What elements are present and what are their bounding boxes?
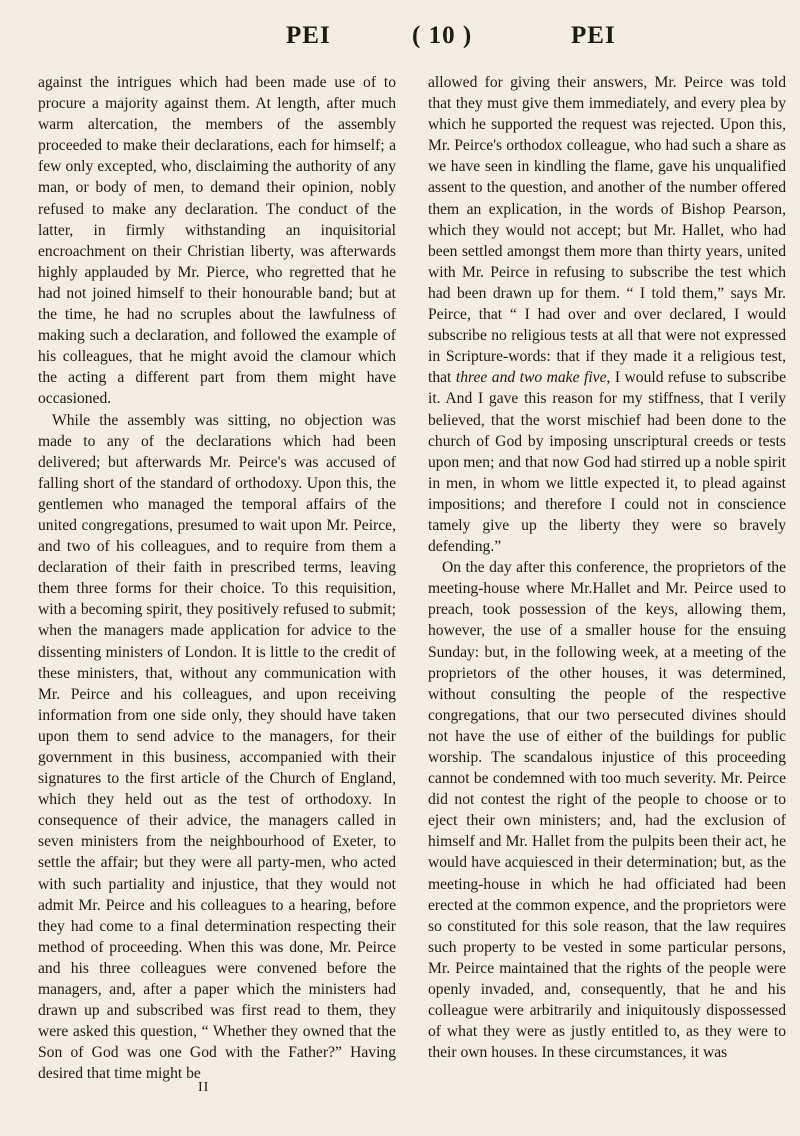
signature-mark: II xyxy=(198,1080,210,1095)
right-paragraph-1-end: , I would refuse to subscribe it. And I gave this reason for my stiffness, that I verily believed, that the worst mischief had been done to the church of God by imposing unscriptural creeds or tests upon men; and that now God had stirred up a noble spirit in men, in whom we little expected it, to plead against impositions; and therefore I could not in conscience tamely give up the liberty they were so bravely defending.” xyxy=(428,369,786,556)
header-right-word: PEI xyxy=(571,22,616,49)
right-paragraph-1-start: allowed for giving their answers, Mr. Peirce was told that they must give them immediately, and every plea by which he supported the request was rejected. Upon this, Mr. Peirce's orthodox colleague, who had such a share as we have seen in kindling the flame, gave his unqualified assent to the question, and another of the number offered them an explication, in the words of Bishop Pearson, which they would not accept; but Mr. Hallet, who had been settled amongst them more than thirty years, united with Mr. Peirce in refusing to subscribe the test which had been drawn up for them. “ I told them,” says Mr. Peirce, that “ I had over and over declared, I would subscribe no religious tests at all that were not expressed in Scripture-words: that if they made it a religious test, that xyxy=(428,74,786,387)
left-paragraph-1: against the intrigues which had been made use of to procure a majority against them. At length, after much warm altercation, the members of the assembly proceeded to make their declarations, each for himself; a few only excepted, who, disclaiming the authority of any man, or body of men, to demand their opinion, nobly refused to make any declaration. The conduct of the latter, in firmly withstanding an inquisitorial encroachment on their Christian liberty, was afterwards highly applauded by Mr. Pierce, who regretted that he had not joined himself to their honourable band; but at the time, he had no scruples about the lawfulness of making such a declaration, and followed the example of his colleagues, that he might avoid the clamour which the acting a different part from them might have occasioned. xyxy=(38,74,396,408)
page-number: ( 10 ) xyxy=(412,22,473,49)
text-columns xyxy=(38,72,786,1102)
right-paragraph-2: On the day after this conference, the proprietors of the meeting-house where Mr.Hallet and Mr. Peirce used to preach, took possession of the keys, allowing them, however, the use of a smaller house for the ensuing Sunday: but, in the following week, at a meeting of the proprietors of the other houses, it was determined, without consulting the people of the respective congregations, that our two persecuted divines should not have the use of either of the buildings for public worship. The scandalous injustice of this proceeding cannot be condemned with too much severity. Mr. Peirce did not contest the right of the people to choose or to eject their own ministers; and, had the exclusion of himself and Mr. Hallet from the pulpits been their act, he would have acquiesced in their determination; but, as the meeting-house in which he had officiated had been erected at the common expence, and the proprietors were so constituted for this sole reason, that the law requires such property to be vested in some particular persons, Mr. Peirce maintained that the rights of the people were openly invaded, and, consequently, that he and his colleague were arbitrarily and iniquitously dispossessed of what they were as justly entitled to, as they were to their own houses. In these circumstances, it was xyxy=(428,559,786,1062)
left-column xyxy=(38,72,396,1102)
italic-phrase: three and two make five xyxy=(455,369,607,387)
left-paragraph-2: While the assembly was sitting, no objection was made to any of the declarations which had been delivered; but afterwards Mr. Peirce's was accused of falling short of the standard of orthodoxy. Upon this, the gentlemen who managed the temporal affairs of the united congregations, presumed to wait upon Mr. Peirce, and two of his colleagues, and to require from them a declaration of their faith in prescribed terms, leaving them three forms for their choice. To this requisition, with a becoming spirit, they positively refused to submit; when the managers made application for advice to the dissenting ministers of London. It is little to the credit of these ministers, that, without any communication with Mr. Peirce and his colleagues, and upon receiving information from one side only, they should have taken upon them to send advice to the managers, for their government in this business, accompanied with their signatures to the first article of the Church of England, which they held out as the test of orthodoxy. In consequence of their advice, the managers called in seven ministers from the neighbourhood of Exeter, to settle the affair; but they were all party-men, who acted with such partiality and injustice, that they would not admit Mr. Peirce and his colleagues to a hearing, before they had come to a final determination respecting their method of proceeding. When this was done, Mr. Peirce and his three colleagues were convened before the managers, and, after a paper which the ministers had drawn up and subscribed was first read to them, they were asked this question, “ Whether they owned that the Son of God was one God with the Father?” Having desired that time might be xyxy=(38,411,396,1083)
header-left-word: PEI xyxy=(286,22,331,49)
running-header xyxy=(38,22,782,56)
right-paragraph-1 xyxy=(428,72,786,557)
right-column xyxy=(428,72,786,1102)
